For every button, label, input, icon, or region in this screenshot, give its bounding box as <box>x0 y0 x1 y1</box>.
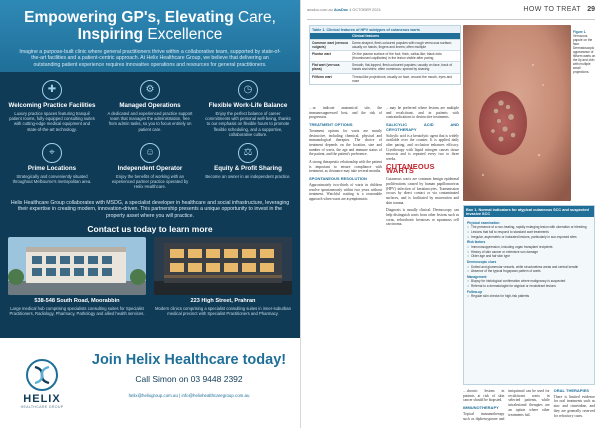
table-row: Plantar wart On the plantar surface of the foot; thick, callus-like; black dots (thrombosed capillaries) in the lesion visible after paring <box>310 50 460 61</box>
gear-icon: ⚙ <box>140 80 160 100</box>
call-line: Call Simon on 03 9448 2392 <box>135 374 243 384</box>
box-list: Physical examination • The presence of a non-healing, rapidly enlarging lesion with ulceration or bleeding • Lesions that fail to respond to standard wart treatments • Irregular, asymmetric or indurated lesions, particularly in sun-exposed sites Risk factors • Immunosuppression, including organ transplant recipients • History of skin cancer or extensive sun damage • Older age and fair skin type Dermoscopic clues • Dotted and glomerular vessels, white structureless areas and central keratin • Absence of the typical frogspawn pattern of warts Management • Biopsy for histological confirmation where malignancy is suspected • Referral to a dermatologist for atypical or recalcitrant lesions Follow-up • Regular skin checks for high-risk patients <box>464 217 594 301</box>
clock-icon: ◷ <box>238 80 258 100</box>
contact-heading: Contact us today to learn more <box>87 224 213 234</box>
ad-intro: Imagine a purpose-built clinic where general practitioners thrive within a collaborative team, supported by state-of-the-art facilities and a patient-centric approach. At Helix Healthcare Group, we believe that delivering an outstanding patient experience requires innovative operations and resources for general practitioners. <box>19 49 281 68</box>
figure-wart-photo <box>463 25 571 201</box>
table-caption: Table 1. Clinical features of HPV subtypes of cutaneous warts <box>310 26 460 33</box>
helix-wordmark: HELIX <box>23 393 61 405</box>
feature-managed-operations <box>104 80 196 137</box>
helix-logo <box>10 358 74 409</box>
ad-headline: Empowering GP's, Elevating Care, Inspiring Excellence <box>24 9 276 43</box>
table-row: Flat wart (verruca plana) Smooth, flat-topped, flesh-coloured papules; usually on face, back of hands and shins; often numerous; spread by shaving <box>310 61 460 72</box>
feature-desc: Strategically and conveniently situated throughout Melbourne's metropolitan area. <box>12 174 92 185</box>
article-column-1: …or indicate anatomical site, the immunosuppressed host, and the risk of progression. TREATMENT OPTIONS Treatment options for warts are mostly destructive, including chemical, physical and immunological therapies. The choice of treatment depends on the location, size and number of warts, the age and immune status of the patient, and the patient's preference. A strong therapeutic relationship with the patient is important to ensure compliance with treatment, as clearance may take several months. SPONTANEOUS RESOLUTION Approximately two-thirds of warts in children resolve spontaneously within two years without treatment. Watchful waiting is a reasonable approach when warts are asymptomatic. <box>309 106 382 201</box>
feature-welcoming-facilities <box>6 80 98 137</box>
figure-caption: Figure 1. Verrucous papule on the face. Dermatoscopic appearance of filiform warts on the lip and chin with multiple small projections. <box>573 30 596 74</box>
feature-grid <box>6 80 294 190</box>
scales-icon: ⚖ <box>238 143 258 163</box>
location-pin-icon: ⌖ <box>42 143 62 163</box>
box-title: Box 1. Normal indicators for atypical cutaneous SCC and suspected invasive SCC <box>464 206 594 217</box>
feature-equity-profit <box>202 143 294 190</box>
collaboration-paragraph: Helix Healthcare Group collaborates with MSDG, a specialist developer in healthcare and social infrastructure, leveraging their expertise in creating modern, innovation-driven. This partnership presents a unique opportunity to invest in the property asset where you will practice. <box>10 200 290 219</box>
location-desc: Large medical hub comprising specialists consulting suites for Specialist Practitioners, Radiology, Pharmacy, Pathology and allied health services. <box>9 306 145 317</box>
feature-title: Equity & Profit Sharing <box>214 165 282 173</box>
feature-flexible-balance <box>202 80 294 137</box>
building-photo <box>154 237 292 295</box>
publication-meta: ausdoc.com.au AusDoc 4 OCTOBER 2024 <box>307 8 381 12</box>
running-header <box>307 6 595 18</box>
location-moorabbin <box>8 237 146 316</box>
feature-title: Independent Operator <box>117 165 183 173</box>
building-photo <box>8 237 146 295</box>
brand-name: AusDoc <box>333 8 349 12</box>
location-prahran <box>154 237 292 316</box>
table-row: Filiform wart Thread-like projections; usually on face, around the mouth, eyes and nose <box>310 73 460 84</box>
box-atypical-scc-indicators <box>463 205 595 385</box>
header-divider <box>307 19 595 20</box>
location-list <box>8 237 292 316</box>
subheading: IMMUNOTHERAPY <box>463 405 499 411</box>
helix-logo-mark <box>25 358 59 392</box>
feature-desc: Enjoy the benefits of working with an experienced partner practice operated by Helix Healthcare. <box>111 174 189 190</box>
feature-title: Prime Locations <box>27 165 77 173</box>
subheading: TREATMENT OPTIONS <box>309 122 353 128</box>
feature-desc: Become an owner in an independent practice. <box>205 174 291 180</box>
page-number: 29 <box>587 6 595 13</box>
table-row: Common wart (verruca vulgaris) Dome-shaped, flesh-coloured papules with rough verrucous surface; usually on hands, fingers and knees; often multiple <box>310 39 460 50</box>
feature-prime-locations <box>6 143 98 190</box>
feature-independent-operator <box>104 143 196 190</box>
subheading: SALICYLIC ACID AND CRYOTHERAPY <box>386 122 459 132</box>
feature-title: Welcoming Practice Facilities <box>8 102 96 109</box>
join-heading: Join Helix Healthcare today! <box>91 352 287 368</box>
ad-hero <box>0 0 300 72</box>
location-desc: Modern clinics comprising a specialist consulting suites in inner-suburban medical precinct with Specialist Practitioners and Pharmacy. <box>155 306 291 317</box>
feature-desc: A dedicated and experienced practice support team that manages the administration, free from admin tasks, so you to focus entirely on patient care. <box>107 111 193 132</box>
feature-desc: Luxury practice spaces featuring tranquil patient rooms, fully equipped consulting suites with cutting-edge medical equipment and state-of-the-art technology. <box>9 111 95 132</box>
article-page <box>300 0 600 428</box>
subheading: ORAL THERAPIES <box>553 389 589 393</box>
subheading: SPONTANEOUS RESOLUTION <box>309 176 367 182</box>
location-title: 223 High Street, Prahran <box>190 298 256 304</box>
article-column-3: …chronic lesions in patients at risk of skin cancer should be biopsied. IMMUNOTHERAPY Topical immunotherapy such as diphencyprone and imiquimod can be used for recalcitrant warts in selected patients, while intralesional therapies are an option where other treatments fail. ORAL THERAPIES There is limited evidence for oral treatments such as zinc and cimetidine, and they are generally reserved for refractory cases. <box>463 389 595 421</box>
feature-title: Flexible Work-Life Balance <box>208 102 288 109</box>
clinic-icon: ✚ <box>42 80 62 100</box>
location-title: 538-548 South Road, Moorabbin <box>34 298 120 304</box>
helix-logo-subtitle: HEALTHCARE GROUP <box>20 405 64 409</box>
contact-emails: helix@helixgroup.com.au | info@helixhealthcaregroup.com.au <box>128 393 250 398</box>
cutaneous-warts-heading: CUTANEOUS WARTS <box>386 161 435 176</box>
article-column-2: …may be preferred where lesions are multiple and recalcitrant, and in patients with contraindications to destructive treatments. SALICYLIC ACID AND CRYOTHERAPY Salicylic acid is a keratolytic agent that is widely available over the counter. It is applied daily after paring, and occlusion enhances efficacy. Cryotherapy with liquid nitrogen causes tissue necrosis and is repeated every two to three weeks. CUTANEOUS WARTS Cutaneous warts are common benign epidermal proliferations caused by human papillomavirus (HPV) infection of keratinocytes. Transmission occurs by direct contact or via contaminated surfaces, and is facilitated by maceration and skin trauma. Diagnosis is usually clinical. Dermoscopy can help distinguish warts from other lesions such as corns, seborrhoeic keratoses or squamous cell carcinoma. <box>386 106 459 227</box>
handshake-icon: ☺ <box>140 143 160 163</box>
feature-title: Managed Operations <box>119 102 181 109</box>
section-title: HOW TO TREAT <box>523 6 581 13</box>
ad-footer <box>0 338 300 428</box>
feature-desc: Enjoy the perfect balance of career commitments with personal well-being, thanks to our emphasis on flexible hours to promote flexible scheduling, and a supportive, collaborative culture. <box>205 111 291 137</box>
table-header: Clinical features <box>310 33 460 39</box>
table-wart-subtypes <box>309 25 461 85</box>
